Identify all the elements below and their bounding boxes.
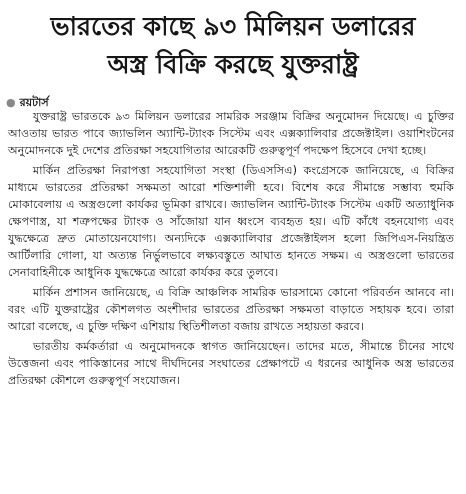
paragraph-2: মার্কিন প্রতিরক্ষা নিরাপত্তা সহযোগিতা সংস্থা (ডিএসসিএ) কংগ্রেসকে জানিয়েছে, এ বিক্রির মাধ্যমে ভারতের প্রতিরক্ষা সক্ষমতা আরো শক্তিশালী হবে। বিশেষ করে সীমান্তে সম্ভাব্য হুমকি মোকাবেলায় এ অস্ত্রগুলো কার্যকর ভূমিকা রাখবে। জ্যাভলিন অ্যান্টি-ট্যাংক সিস্টেম একটি অত্যাধুনিক ক্ষেপণাস্ত্র, যা শত্রুপক্ষের ট্যাংক ও সাঁজোয়া যান ধ্বংসে ব্যবহৃত হয়। এটি কাঁধে বহনযোগ্য এবং যুদ্ধক্ষেত্রে দ্রুত মোতায়েনযোগ্য। অন্যদিকে এক্সক্যালিবার প্রজেক্টাইলস হলো জিপিএস-নিয়ন্ত্রিত আর্টিলারি গোলা, যা অত্যন্ত নির্ভুলভাবে লক্ষ্যবস্তুতে আঘাত হানতে সক্ষম। এ অস্ত্রগুলো ভারতের সেনাবাহিনীকে আধুনিক যুদ্ধক্ষেত্রে আরো কার্যকর করে তুলবে। — [8, 164, 454, 279]
bullet-icon: ● — [6, 96, 16, 109]
article-body — [8, 108, 454, 389]
paragraph-3: মার্কিন প্রশাসন জানিয়েছে, এ বিক্রি আঞ্চলিক সামরিক ভারসাম্যে কোনো পরিবর্তন আনবে না। বরং এটি যুক্তরাষ্ট্রের কৌশলগত অংশীদার ভারতের প্রতিরক্ষা সক্ষমতা বাড়াতে সহায়ক হবে। তারা আরো বলেছে, এ চুক্তি দক্ষিণ এশিয়ায় স্থিতিশীলতা বজায় রাখতে সহায়তা করবে। — [8, 286, 454, 333]
paragraph-1: যুক্তরাষ্ট্র ভারতকে ৯৩ মিলিয়ন ডলারের সামরিক সরঞ্জাম বিক্রির অনুমোদন দিয়েছে। এ চুক্তির আওতায় ভারত পাবে জ্যাভলিন অ্যান্টি-ট্যাংক সিস্টেম এবং এক্সক্যালিবার প্রজেক্টাইল। ওয়াশিংটনের অনুমোদনকে দুই দেশের প্রতিরক্ষা সহযোগিতার আরেকটি গুরুত্বপূর্ণ পদক্ষেপ হিসেবে দেখা হচ্ছে। — [8, 110, 454, 157]
paragraph-4: ভারতীয় কর্মকর্তারা এ অনুমোদনকে স্বাগত জানিয়েছেন। তাদের মতে, সীমান্তে চীনের সাথে উত্তেজনা এবং পাকিস্তানের সাথে দীর্ঘদিনের সংঘাতের প্রেক্ষাপটে এ ধরনের আধুনিক অস্ত্র ভারতের প্রতিরক্ষা কৌশলে গুরুত্বপূর্ণ সংযোজন। — [8, 340, 454, 387]
source-label: রয়টার্স — [19, 96, 49, 109]
headline-line-1: ভারতের কাছে ৯৩ মিলিয়ন ডলারের — [50, 12, 416, 42]
headline-line-2: অস্ত্র বিক্রি করছে যুক্তরাষ্ট্র — [107, 50, 359, 80]
